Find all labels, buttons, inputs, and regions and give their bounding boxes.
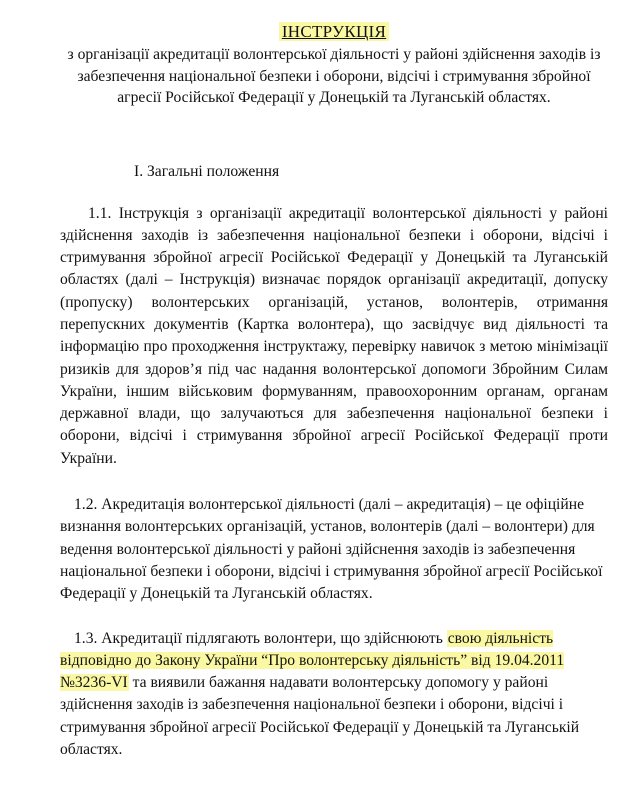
paragraph-1-3	[60, 628, 608, 762]
section-heading: І. Загальні положення	[134, 162, 280, 180]
paragraph-1-3-lead: 1.3. Акредитації підлягають волонтери, що здійснюють	[74, 629, 447, 647]
title-block	[60, 0, 608, 42]
document-subtitle: з організації акредитації волонтерської діяльності у районі здійснення заходів із забезпечення національної безпеки і оборони, відсічі і стримування збройної агресії Російської Федерації у Донецькій та Луганській областях.	[67, 46, 601, 106]
paragraph-1-1: 1.1. Інструкція з організації акредитації волонтерської діяльності у районі здійснення заходів із забезпечення національної безпеки і оборони, відсічі і стримування збройної агресії Російської Федерації у Донецькій та Луганській областях (далі – Інструкція) визначає порядок організації акредитації, допуску (пропуску) волонтерських організацій, установ, волонтерів, отримання перепускних документів (Картка волонтера), що засвідчує вид діяльності та інформацію про проходження інструктажу, перевірку навичок з метою мінімізації ризиків для здоров’я під час надання волонтерської допомоги Збройним Силам України, іншим військовим формуванням, правоохоронним органам, органам державної влади, що залучаються для забезпечення національної безпеки і оборони, відсічі і стримування збройної агресії Російської Федерації проти України.	[60, 204, 608, 467]
highlighted-law-reference: свою діяльність відповідно до Закону України “Про волонтерську діяльність” від 19.04.2011 №3236-VI	[60, 629, 565, 692]
document-title: ІНСТРУКЦІЯ	[279, 22, 389, 41]
paragraph-1-2: 1.2. Акредитація волонтерської діяльності (далі – акредитація) – це офіційне визнання волонтерських організацій, установ, волонтерів (далі – волонтери) для ведення волонтерської діяльності у районі здійснення заходів із забезпечення національної безпеки і оборони, відсічі і стримування збройної агресії Російської Федерації у Донецькій та Луганській областях.	[60, 496, 603, 603]
paragraph-1-3-rest: та виявили бажання надавати волонтерську допомогу у районі здійснення заходів із забезпечення національної безпеки і оборони, відсічі і стримування збройної агресії Російської Федерації у Донецькій та Луганській областях.	[60, 674, 580, 759]
